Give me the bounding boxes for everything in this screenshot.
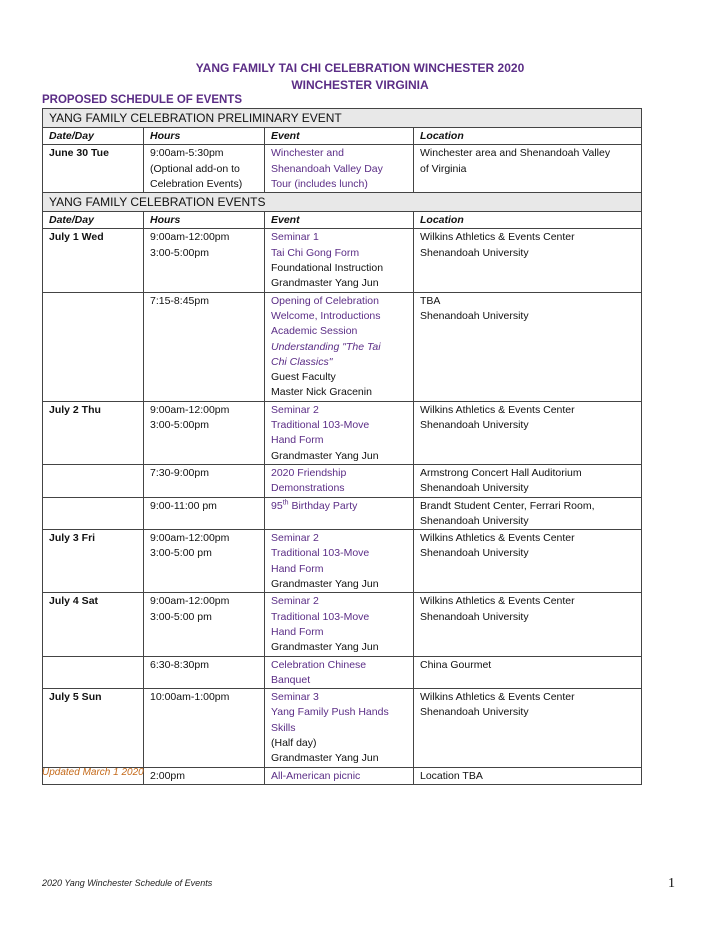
section-title: YANG FAMILY CELEBRATION EVENTS <box>43 193 642 212</box>
location-line: Shenandoah University <box>420 419 529 432</box>
location-line: Shenandoah University <box>420 514 529 527</box>
hours-line: (Optional add-on to <box>150 162 240 175</box>
location-line: Shenandoah University <box>420 482 529 495</box>
date-cell: July 5 Sun <box>43 689 144 767</box>
schedule-table <box>42 108 642 785</box>
location-line: Wilkins Athletics & Events Center <box>420 532 575 545</box>
event-line: Seminar 3 <box>271 691 319 704</box>
event-line: Banquet <box>271 673 311 686</box>
hours-cell <box>144 767 265 784</box>
date-cell: July 3 Fri <box>43 530 144 593</box>
location-line: Wilkins Athletics & Events Center <box>420 403 575 416</box>
event-cell <box>265 401 414 464</box>
section-row-preliminary <box>43 109 642 128</box>
event-line: Understanding "The Tai <box>271 340 381 353</box>
hours-line: 9:00am-12:00pm <box>150 403 230 416</box>
location-line: Winchester area and Shenandoah Valley <box>420 147 611 160</box>
col-header-location: Location <box>414 212 642 229</box>
event-line: Guest Faculty <box>271 371 336 384</box>
location-line: China Gourmet <box>420 658 492 671</box>
col-header-location: Location <box>414 128 642 145</box>
event-line: 2020 Friendship <box>271 466 347 479</box>
hours-line: Celebration Events) <box>150 177 243 190</box>
event-text: Birthday Party <box>288 499 358 512</box>
location-cell <box>414 229 642 292</box>
table-row <box>43 292 642 401</box>
location-line: Shenandoah University <box>420 706 529 719</box>
event-line: Foundational Instruction <box>271 262 384 275</box>
date-cell <box>43 656 144 689</box>
section-row-events <box>43 193 642 212</box>
header-row <box>43 128 642 145</box>
section-title: YANG FAMILY CELEBRATION PRELIMINARY EVENT <box>43 109 642 128</box>
hours-line: 3:00-5:00pm <box>150 419 209 432</box>
location-line: Wilkins Athletics & Events Center <box>420 691 575 704</box>
table-row <box>43 145 642 193</box>
location-line: Brandt Student Center, Ferrari Room, <box>420 499 595 512</box>
event-cell <box>265 145 414 193</box>
date-cell: June 30 Tue <box>43 145 144 193</box>
location-line: TBA <box>420 294 441 307</box>
event-line: Opening of Celebration <box>271 294 379 307</box>
hours-cell <box>144 229 265 292</box>
event-cell <box>265 229 414 292</box>
event-cell <box>265 689 414 767</box>
event-line: Shenandoah Valley Day <box>271 162 383 175</box>
event-line: Grandmaster Yang Jun <box>271 578 379 591</box>
location-line: Wilkins Athletics & Events Center <box>420 231 575 244</box>
event-line: Master Nick Gracenin <box>271 386 372 399</box>
event-line: Seminar 2 <box>271 595 319 608</box>
location-line: Shenandoah University <box>420 547 529 560</box>
event-line: Hand Form <box>271 434 324 447</box>
event-line: Winchester and <box>271 147 344 160</box>
event-cell <box>265 464 414 497</box>
hours-line: 9:00-11:00 pm <box>150 499 217 512</box>
hours-line: 7:30-9:00pm <box>150 466 209 479</box>
hours-cell <box>144 401 265 464</box>
event-line: Seminar 2 <box>271 403 319 416</box>
event-cell <box>265 497 414 530</box>
hours-cell <box>144 593 265 656</box>
updated-note: Updated March 1 2020 <box>42 767 144 778</box>
schedule-heading: PROPOSED SCHEDULE OF EVENTS <box>42 94 243 106</box>
location-line: Location TBA <box>420 769 483 782</box>
document-subtitle-location: WINCHESTER VIRGINIA <box>291 78 429 92</box>
hours-cell <box>144 689 265 767</box>
event-line: All-American picnic <box>271 769 361 782</box>
table-row <box>43 530 642 593</box>
col-header-hours: Hours <box>144 212 265 229</box>
table-row <box>43 497 642 530</box>
header-row <box>43 212 642 229</box>
hours-line: 9:00am-12:00pm <box>150 231 230 244</box>
event-line <box>271 499 409 514</box>
event-line: (Half day) <box>271 736 317 749</box>
document-title: YANG FAMILY TAI CHI CELEBRATION WINCHESTER 2020 <box>195 61 525 75</box>
location-cell <box>414 292 642 401</box>
date-cell <box>43 464 144 497</box>
location-line: Shenandoah University <box>420 610 529 623</box>
hours-line: 9:00am-12:00pm <box>150 595 230 608</box>
table-row <box>43 401 642 464</box>
location-cell <box>414 401 642 464</box>
location-line: Armstrong Concert Hall Auditorium <box>420 466 582 479</box>
event-line: Academic Session <box>271 325 358 338</box>
event-line: Yang Family Push Hands <box>271 706 389 719</box>
hours-cell <box>144 497 265 530</box>
table-row <box>43 689 642 767</box>
location-cell <box>414 767 642 784</box>
hours-line: 10:00am-1:00pm <box>150 691 230 704</box>
hours-cell <box>144 292 265 401</box>
hours-line: 2:00pm <box>150 769 186 782</box>
location-cell <box>414 656 642 689</box>
event-line: Grandmaster Yang Jun <box>271 449 379 462</box>
event-line: Grandmaster Yang Jun <box>271 277 379 290</box>
event-line: Grandmaster Yang Jun <box>271 641 379 654</box>
col-header-hours: Hours <box>144 128 265 145</box>
event-line: Seminar 1 <box>271 231 319 244</box>
hours-cell <box>144 530 265 593</box>
hours-cell <box>144 145 265 193</box>
location-cell <box>414 689 642 767</box>
location-cell <box>414 464 642 497</box>
event-cell <box>265 656 414 689</box>
table-row <box>43 656 642 689</box>
hours-line: 3:00-5:00 pm <box>150 610 212 623</box>
hours-line: 9:00am-5:30pm <box>150 147 224 160</box>
hours-line: 3:00-5:00pm <box>150 246 209 259</box>
date-cell <box>43 497 144 530</box>
col-header-date: Date/Day <box>43 128 144 145</box>
hours-cell <box>144 656 265 689</box>
table-row <box>43 464 642 497</box>
event-line: Tour (includes lunch) <box>271 177 368 190</box>
hours-line: 7:15-8:45pm <box>150 294 209 307</box>
event-line: Tai Chi Gong Form <box>271 246 360 259</box>
page-number: 1 <box>668 876 675 891</box>
location-cell <box>414 145 642 193</box>
event-cell <box>265 767 414 784</box>
location-line: Shenandoah University <box>420 309 529 322</box>
location-line: of Virginia <box>420 162 467 175</box>
event-line: Traditional 103-Move <box>271 419 370 432</box>
event-line: Grandmaster Yang Jun <box>271 752 379 765</box>
event-line: Seminar 2 <box>271 532 319 545</box>
event-cell <box>265 593 414 656</box>
event-line: Traditional 103-Move <box>271 547 370 560</box>
col-header-date: Date/Day <box>43 212 144 229</box>
event-line: Welcome, Introductions <box>271 309 381 322</box>
event-cell <box>265 292 414 401</box>
event-line: Demonstrations <box>271 482 345 495</box>
location-cell <box>414 593 642 656</box>
location-cell <box>414 497 642 530</box>
event-line: Traditional 103-Move <box>271 610 370 623</box>
event-line: Skills <box>271 721 296 734</box>
date-cell: July 4 Sat <box>43 593 144 656</box>
hours-line: 3:00-5:00 pm <box>150 547 212 560</box>
event-line: Hand Form <box>271 625 324 638</box>
table-row <box>43 593 642 656</box>
date-cell: July 1 Wed <box>43 229 144 292</box>
event-line: Hand Form <box>271 562 324 575</box>
event-text: 95 <box>271 499 283 512</box>
hours-line: 9:00am-12:00pm <box>150 532 230 545</box>
hours-line: 6:30-8:30pm <box>150 658 209 671</box>
col-header-event: Event <box>265 128 414 145</box>
date-cell: July 2 Thu <box>43 401 144 464</box>
date-cell <box>43 292 144 401</box>
table-row <box>43 229 642 292</box>
col-header-event: Event <box>265 212 414 229</box>
event-cell <box>265 530 414 593</box>
hours-cell <box>144 464 265 497</box>
location-cell <box>414 530 642 593</box>
event-line: Celebration Chinese <box>271 658 367 671</box>
location-line: Wilkins Athletics & Events Center <box>420 595 575 608</box>
ordinal-suffix: th <box>282 499 289 507</box>
event-line: Chi Classics" <box>271 355 333 368</box>
location-line: Shenandoah University <box>420 246 529 259</box>
page-footer: 2020 Yang Winchester Schedule of Events <box>42 878 213 888</box>
